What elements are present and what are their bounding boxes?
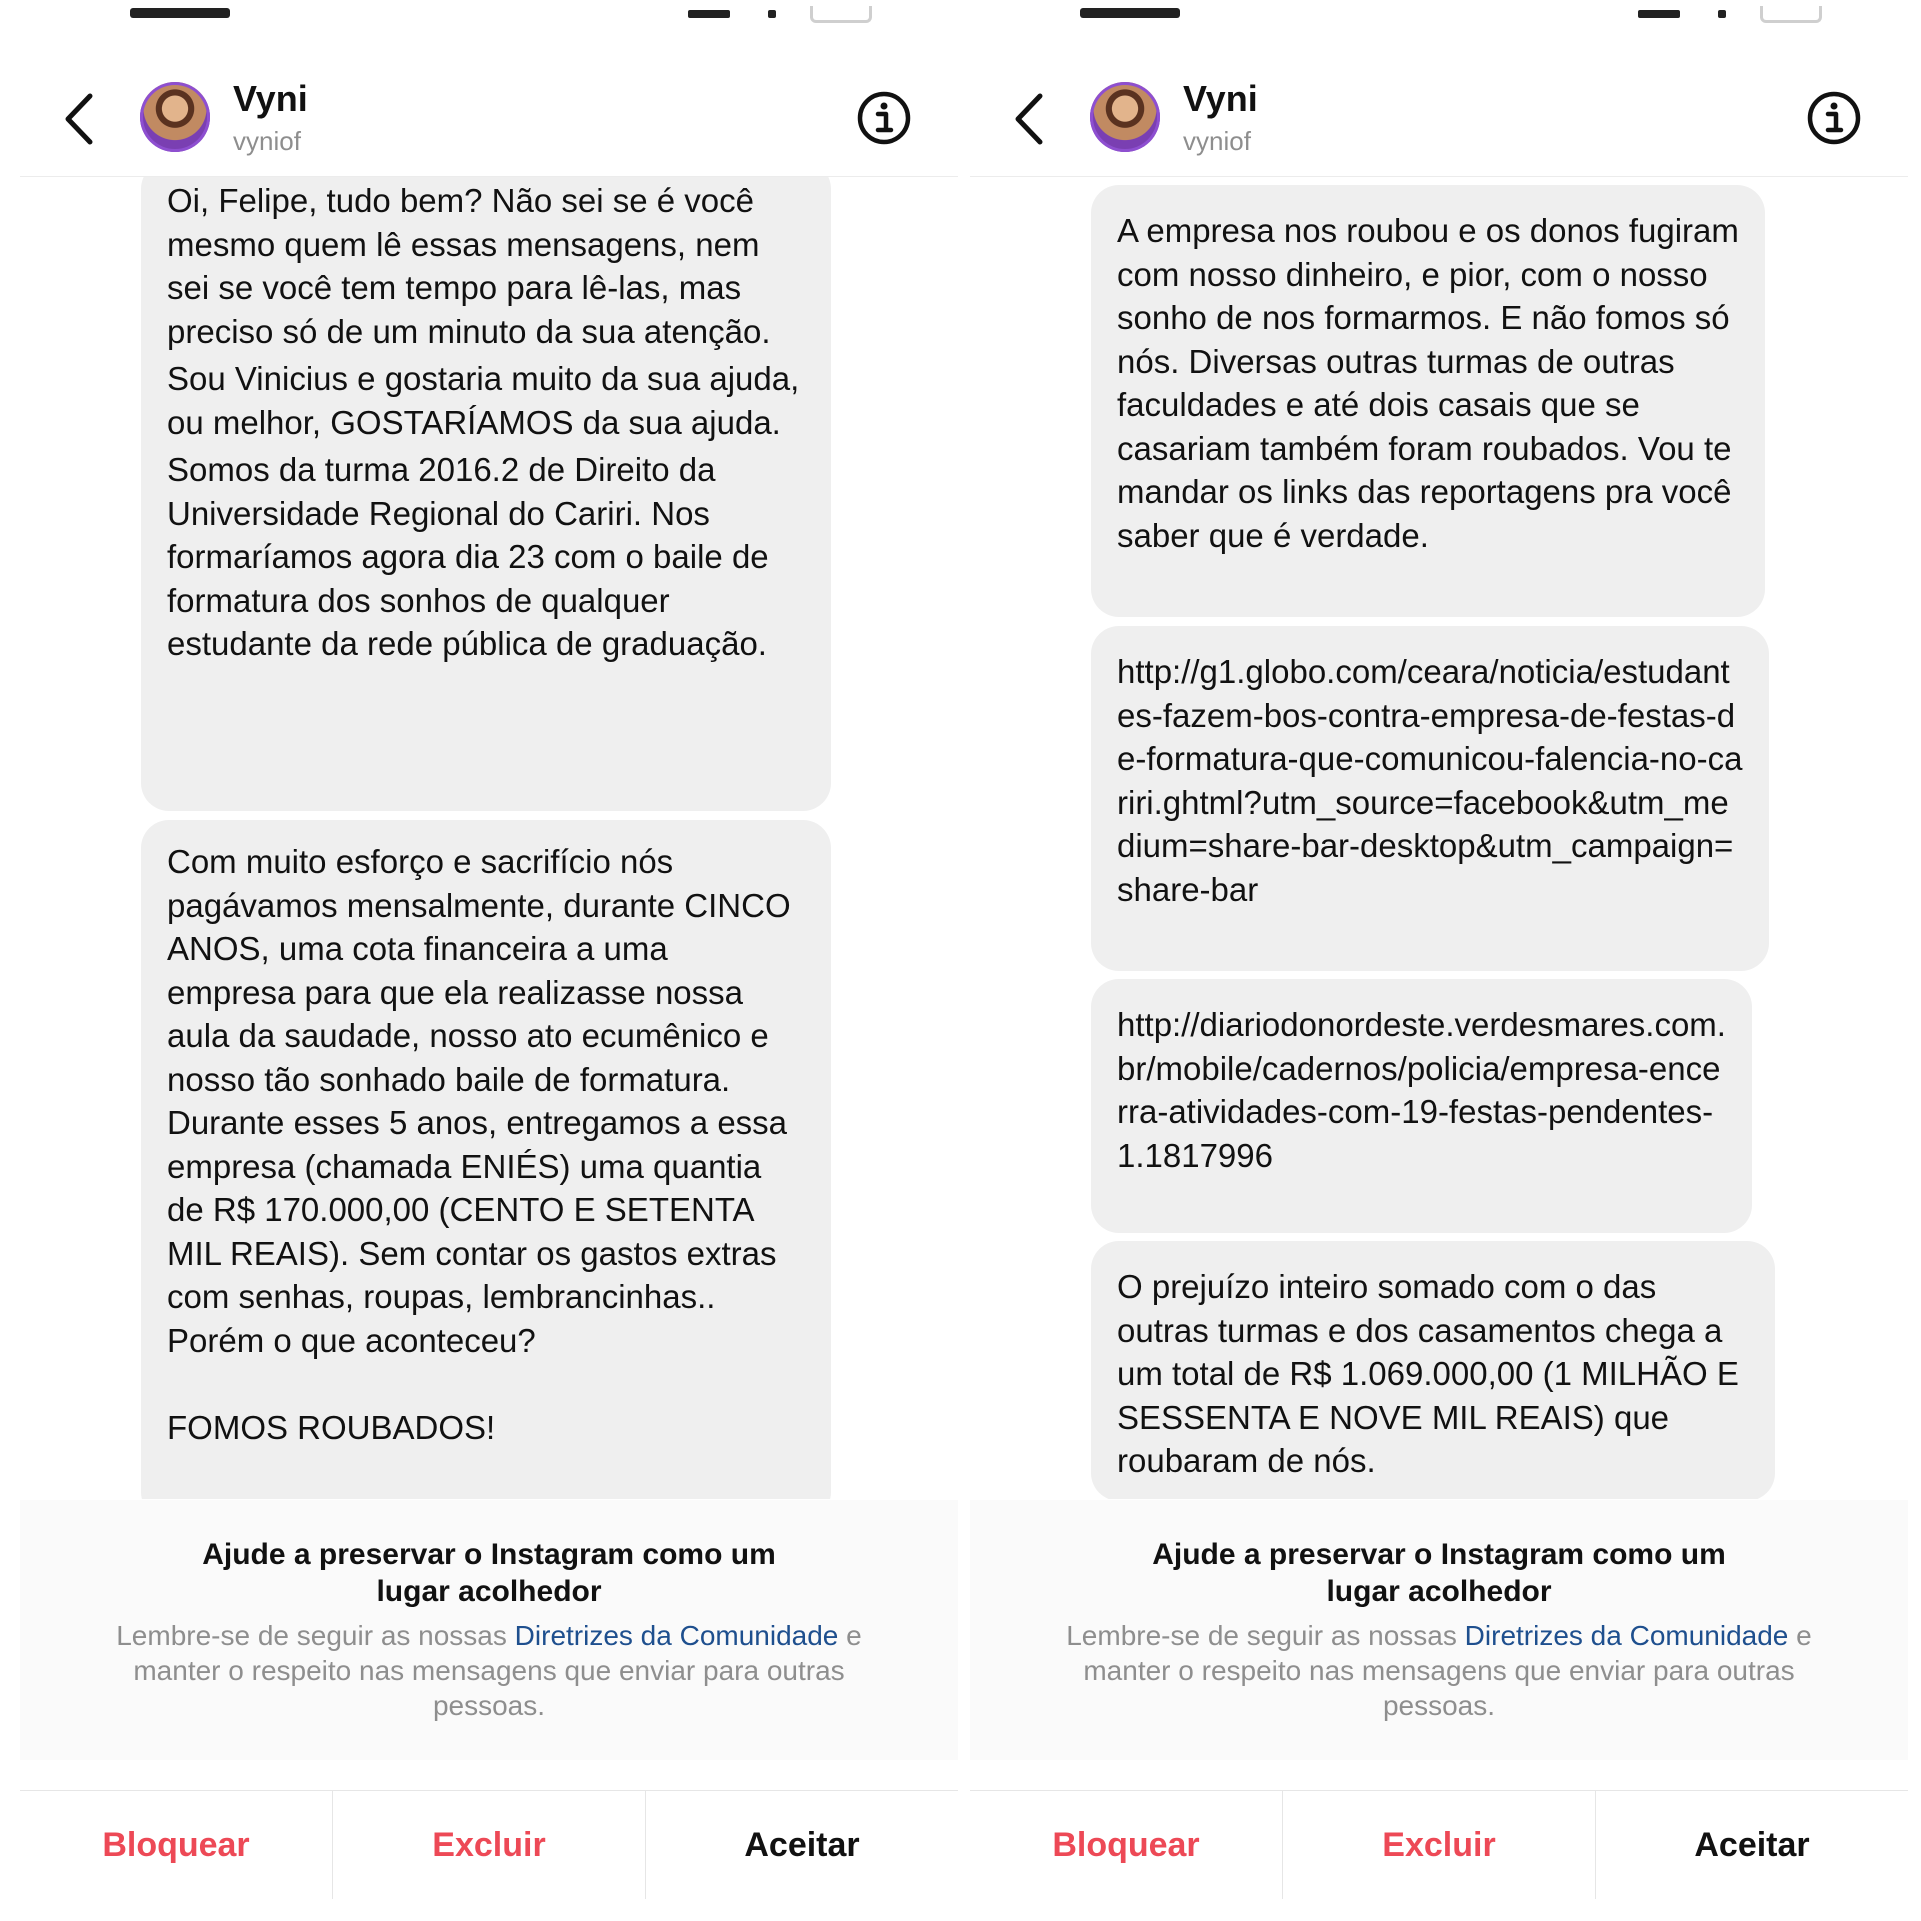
community-guidelines-link[interactable]: Diretrizes da Comunidade (514, 1620, 839, 1651)
avatar[interactable] (1090, 82, 1160, 152)
wifi-icon (768, 10, 776, 18)
signal-icon (1638, 10, 1680, 18)
delete-button[interactable]: Excluir (1283, 1791, 1596, 1899)
link-message-bubble[interactable]: http://g1.globo.com/ceara/noticia/estudantes-fazem-bos-contra-empresa-de-festas-de-formatura-que-comunicou-falencia-no-cariri.ghtml?utm_source=facebook&utm_medium=share-bar-desktop&utm_campaign=share-bar (1091, 626, 1769, 971)
wifi-icon (1718, 10, 1726, 18)
chevron-left-icon (1008, 90, 1052, 148)
request-actions (970, 1790, 1908, 1899)
chat-panel-left (20, 0, 958, 1921)
delete-button[interactable]: Excluir (333, 1791, 646, 1899)
block-button[interactable]: Bloquear (970, 1791, 1283, 1899)
chat-header (970, 40, 1908, 177)
signal-icon (688, 10, 730, 18)
chat-panel-right (970, 0, 1908, 1921)
contact-name[interactable]: Vyni (233, 78, 308, 119)
message-bubble[interactable] (141, 177, 831, 811)
request-actions (20, 1790, 958, 1899)
notice-body (100, 1618, 878, 1723)
notice-body (1050, 1618, 1828, 1723)
message-list[interactable] (20, 177, 958, 1499)
community-guidelines-notice (20, 1500, 958, 1760)
contact-username: vyniof (1183, 126, 1251, 156)
status-bar (20, 0, 958, 24)
message-paragraph: Somos da turma 2016.2 de Direito da Universidade Regional do Cariri. Nos formaríamos agora dia 23 com o baile de formatura dos sonhos de qualquer estudante da rede pública de graduação. (167, 451, 769, 662)
back-button[interactable] (1008, 90, 1052, 148)
chat-header (20, 40, 958, 177)
notice-text: Lembre-se de seguir as nossas (116, 1620, 515, 1651)
message-list[interactable] (970, 177, 1908, 1499)
message-paragraph: Oi, Felipe, tudo bem? Não sei se é você mesmo quem lê essas mensagens, nem sei se você tem tempo para lê-las, mas preciso só de um minuto da sua atenção. (167, 182, 771, 350)
community-guidelines-notice (970, 1500, 1908, 1760)
accept-button[interactable]: Aceitar (1694, 1825, 1810, 1864)
status-time (130, 8, 230, 18)
message-bubble[interactable]: O prejuízo inteiro somado com o das outras turmas e dos casamentos chega a um total de R$ 1.069.000,00 (1 MILHÃO E SESSENTA E NOVE MIL REAIS) que roubaram de nós. (1091, 1241, 1775, 1499)
back-button[interactable] (58, 90, 102, 148)
notice-text: e manter o respeito nas mensagens que enviar para outras pessoas. (133, 1620, 862, 1721)
status-bar (970, 0, 1908, 24)
info-icon (856, 90, 912, 146)
message-paragraph: Sou Vinicius e gostaria muito da sua ajuda, ou melhor, GOSTARÍAMOS da sua ajuda. (167, 360, 800, 441)
info-button[interactable] (856, 90, 912, 146)
chevron-left-icon (58, 90, 102, 148)
message-bubble[interactable]: A empresa nos roubou e os donos fugiram com nosso dinheiro, e pior, com o nosso sonho de nos formarmos. E não fomos só nós. Diversas outras turmas de outras faculdades e até dois casais que se casariam também foram roubados. Vou te mandar os links das reportagens pra você saber que é verdade. (1091, 185, 1765, 617)
link-message-bubble[interactable]: http://diariodonordeste.verdesmares.com.br/mobile/cadernos/policia/empresa-encerra-atividades-com-19-festas-pendentes-1.1817996 (1091, 979, 1752, 1233)
notice-title: Ajude a preservar o Instagram como um lugar acolhedor (202, 1538, 776, 1608)
notice-title: Ajude a preservar o Instagram como um lugar acolhedor (1152, 1538, 1726, 1608)
notice-text: e manter o respeito nas mensagens que enviar para outras pessoas. (1083, 1620, 1812, 1721)
message-bubble[interactable]: Com muito esforço e sacrifício nós pagávamos mensalmente, durante CINCO ANOS, uma cota financeira a uma empresa para que ela realizasse nossa aula da saudade, nosso ato ecumênico e nosso tão sonhado baile de formatura. Durante esses 5 anos, entregamos a essa empresa (chamada ENIÉS) uma quantia de R$ 170.000,00 (CENTO E SETENTA MIL REAIS). Sem contar os gastos extras com senhas, roupas, lembrancinhas.. Porém o que aconteceu? FOMOS ROUBADOS! (141, 820, 831, 1499)
avatar[interactable] (140, 82, 210, 152)
info-button[interactable] (1806, 90, 1862, 146)
contact-name[interactable]: Vyni (1183, 78, 1258, 119)
block-button[interactable]: Bloquear (20, 1791, 333, 1899)
contact-username: vyniof (233, 126, 301, 156)
info-icon (1806, 90, 1862, 146)
status-time (1080, 8, 1180, 18)
battery-icon (1760, 6, 1822, 23)
community-guidelines-link[interactable]: Diretrizes da Comunidade (1464, 1620, 1789, 1651)
notice-text: Lembre-se de seguir as nossas (1066, 1620, 1465, 1651)
battery-icon (810, 6, 872, 23)
accept-button[interactable]: Aceitar (744, 1825, 860, 1864)
